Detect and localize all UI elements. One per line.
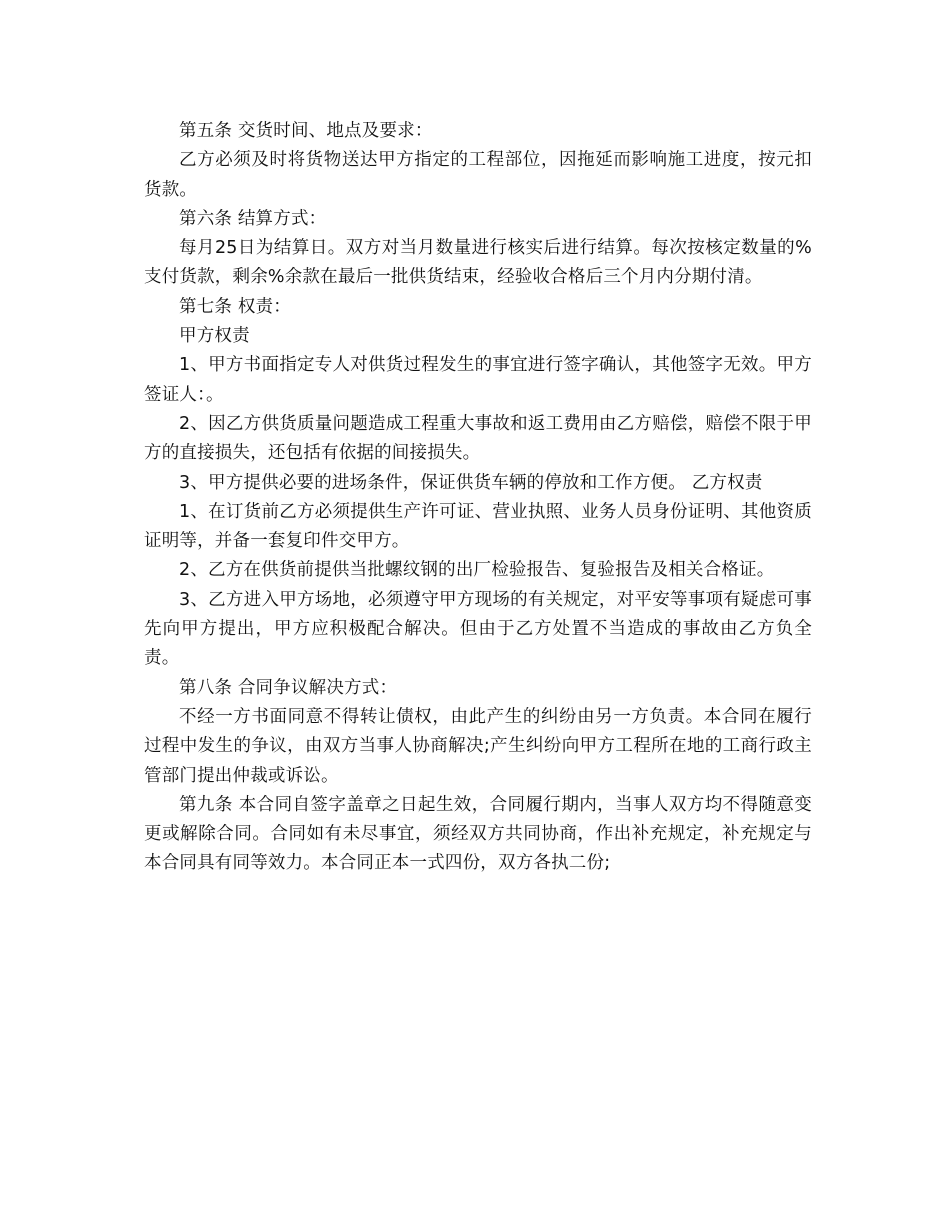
- party-b-right-2: 2、乙方在供货前提供当批螺纹钢的出厂检验报告、复验报告及相关合格证。: [179, 560, 775, 581]
- document-body: [144, 117, 812, 879]
- article-8-text: 不经一方书面同意不得转让债权，由此产生的纠纷由另一方负责。本合同在履行过程中发生的争议，由双方当事人协商解决;产生纠纷向甲方工程所在地的工商行政主管部门提出仲裁或诉讼。: [144, 706, 812, 786]
- party-a-right-2: 2、因乙方供货质量问题造成工程重大事故和返工费用由乙方赔偿，赔偿不限于甲方的直接损失，还包括有依据的间接损失。: [144, 413, 812, 464]
- party-a-right-1: 1、甲方书面指定专人对供货过程发生的事宜进行签字确认，其他签字无效。甲方签证人：。: [144, 355, 812, 405]
- party-b-right-1: 1、在订货前乙方必须提供生产许可证、营业执照、业务人员身份证明、其他资质证明等，并备一套复印件交甲方。: [144, 501, 812, 552]
- article-6-text: 每月25日为结算日。双方对当月数量进行核实后进行结算。每次按核定数量的%支付货款，剩余%余款在最后一批供货结束，经验收合格后三个月内分期付清。: [144, 238, 812, 288]
- article-9-text: 第九条 本合同自签字盖章之日起生效，合同履行期内，当事人双方均不得随意变更或解除合同。合同如有未尽事宜，须经双方共同协商，作出补充规定，补充规定与本合同具有同等效力。本合同正本一式四份，双方各执二份;: [144, 794, 812, 874]
- party-b-right-3: 3、乙方进入甲方场地，必须遵守甲方现场的有关规定，对平安等事项有疑虑可事先向甲方提出，甲方应积极配合解决。但由于乙方处置不当造成的事故由乙方负全责。: [144, 589, 812, 669]
- party-a-right-3: 3、甲方提供必要的进场条件，保证供货车辆的停放和工作方便。 乙方权责: [179, 472, 763, 493]
- article-8-heading: 第八条 合同争议解决方式：: [179, 677, 398, 698]
- article-5-heading: 第五条 交货时间、地点及要求：: [179, 121, 433, 141]
- article-5-text: 乙方必须及时将货物送达甲方指定的工程部位，因拖延而影响施工进度，按元扣货款。: [144, 150, 812, 200]
- article-7-heading: 第七条 权责：: [179, 296, 291, 317]
- article-6-heading: 第六条 结算方式：: [179, 208, 327, 229]
- party-a-rights-heading: 甲方权责: [179, 326, 250, 347]
